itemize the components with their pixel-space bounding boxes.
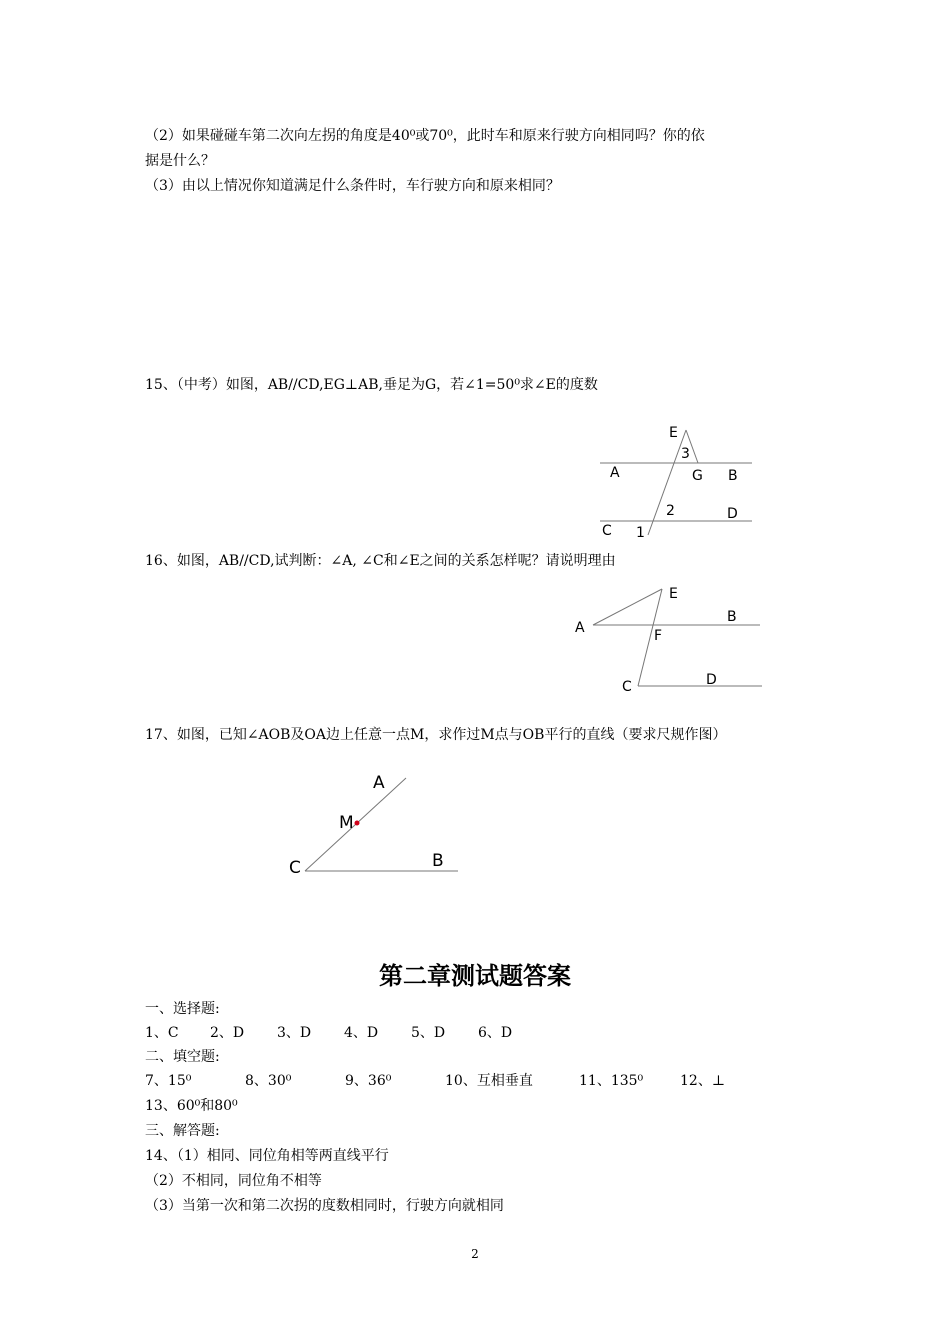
q16-label-f: F [654,628,663,644]
q17-label-c: C [289,858,301,878]
q15-label-1: 1 [636,525,645,541]
q15-label-d: D [727,506,738,522]
answers-title: 第二章测试题答案 [379,962,571,990]
fill-answer: 12、⊥ [680,1073,725,1089]
q17-label-b: B [432,851,444,871]
answers-section-1: 一、选择题: [145,1001,220,1017]
choice-answer: 2、D [210,1025,245,1041]
q14-answer-1: 14、（1）相同、同位角相等两直线平行 [145,1148,389,1164]
choice-answer: 3、D [277,1025,312,1041]
q16-label-d: D [706,672,717,688]
q14-part3: （3）由以上情况你知道满足什么条件时，车行驶方向和原来相同？ [145,178,560,194]
q16-label-c: C [622,679,632,695]
page-number: 2 [471,1247,479,1261]
q15-label-e: E [669,425,678,441]
fill-answer-13: 13、60⁰和80⁰ [145,1098,238,1114]
q14-answer-2: （2）不相同，同位角不相等 [145,1173,322,1189]
q15-label-g: G [692,468,703,484]
q16-label-e: E [669,586,678,602]
q17-label-a: A [373,773,385,793]
choice-answer: 1、C [145,1025,179,1041]
q15-text: 15、（中考）如图，AB//CD,EG⊥AB,垂足为G，若∠1=50⁰求∠E的度数 [145,377,598,393]
choice-answer: 4、D [344,1025,379,1041]
q17-label-m: M [339,813,354,833]
q16-text: 16、如图，AB//CD,试判断：∠A, ∠C和∠E之间的关系怎样呢？请说明理由 [145,553,616,569]
q16-label-b: B [727,609,737,625]
q17-text: 17、如图，已知∠AOB及OA边上任意一点M，求作过M点与OB平行的直线（要求尺规作图） [145,727,727,743]
fill-answer: 9、36⁰ [345,1073,392,1089]
q15-label-2: 2 [666,503,675,519]
q15-label-b: B [728,468,738,484]
choice-answer: 6、D [478,1025,513,1041]
answers-section-2: 二、填空题: [145,1049,220,1065]
q15-label-a: A [610,465,620,481]
q14-part2-line2: 据是什么？ [145,153,215,169]
q16-label-a: A [575,620,585,636]
fill-answer: 7、15⁰ [145,1073,192,1089]
choice-answer: 5、D [411,1025,446,1041]
q15-label-3: 3 [681,446,690,462]
fill-answer: 10、互相垂直 [445,1073,533,1089]
q17-point-m [355,821,360,826]
q15-label-c: C [602,523,612,539]
q14-part2-line1: （2）如果碰碰车第二次向左拐的角度是40⁰或70⁰，此时车和原来行驶方向相同吗？你的依 [145,128,705,144]
fill-answer: 8、30⁰ [245,1073,292,1089]
answers-section-3: 三、解答题: [145,1123,220,1139]
fill-answer: 11、135⁰ [579,1073,644,1089]
q14-answer-3: （3）当第一次和第二次拐的度数相同时，行驶方向就相同 [145,1198,504,1214]
